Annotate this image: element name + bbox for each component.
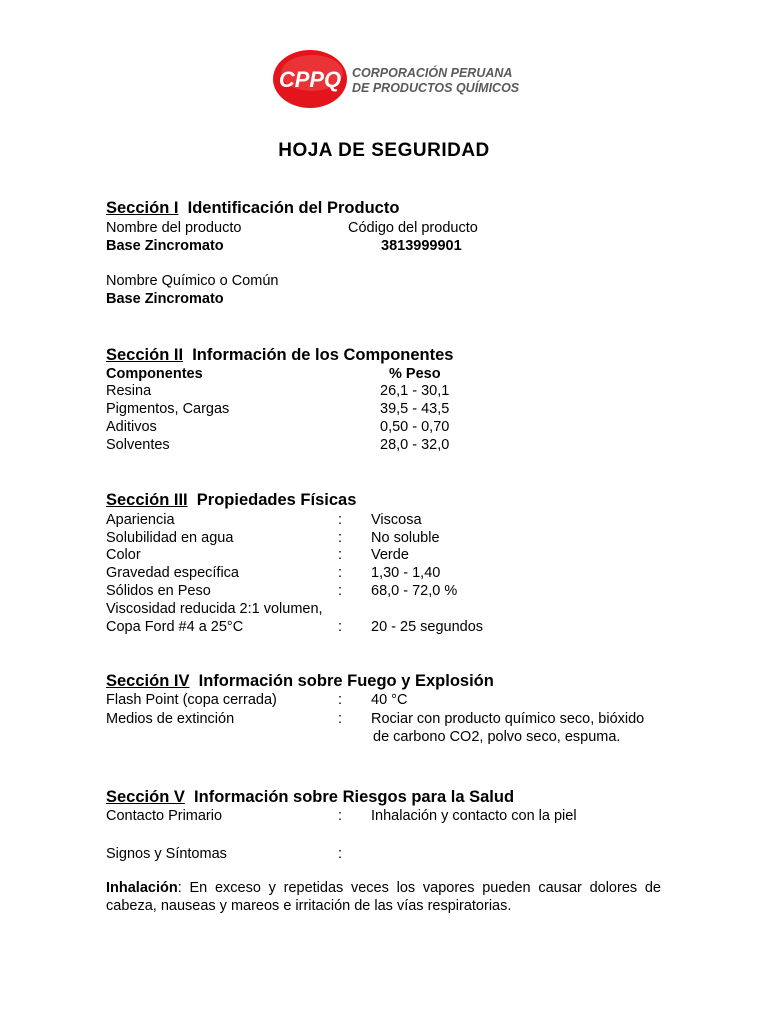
chemical-name-label: Nombre Químico o Común [106,273,279,289]
property-colon: : [338,530,343,546]
cppq-logo-emblem [272,48,350,110]
property-colon: : [338,619,343,635]
viscosity-label-line-1: Viscosidad reducida 2:1 volumen, [106,601,323,617]
property-colon: : [338,692,343,708]
section-4-title: Información sobre Fuego y Explosión [198,672,494,690]
component-weight: 28,0 - 32,0 [380,437,450,453]
section-3-heading [106,490,356,510]
property-label: Apariencia [106,512,175,528]
component-name: Pigmentos, Cargas [106,401,230,417]
property-value: Viscosa [371,512,422,528]
product-name-label: Nombre del producto [106,220,242,236]
inhalation-label: Inhalación [106,880,178,896]
flash-point-value: 40 °C [371,692,408,708]
primary-contact-label: Contacto Primario [106,808,223,824]
inhalation-text: : En exceso y repetidas veces los vapores pueden causar dolores de cabeza, nauseas y mareos e irritación de las vías respiratorias. [106,880,661,914]
section-4-number: Sección IV [106,672,190,690]
section-1-number: Sección I [106,199,179,217]
extinction-value-line-1: Rociar con producto químico seco, bióxido [371,711,645,727]
section-5-heading [106,787,514,807]
component-name: Aditivos [106,419,157,435]
viscosity-label-line-2: Copa Ford #4 a 25°C [106,619,244,635]
section-3-title: Propiedades Físicas [196,491,357,509]
product-code-value: 3813999901 [381,238,462,254]
signs-symptoms-label: Signos y Síntomas [106,846,227,862]
component-name: Resina [106,383,152,399]
product-name-value: Base Zincromato [106,238,224,254]
component-name: Solventes [106,437,170,453]
section-1-heading [106,198,399,218]
extinction-label: Medios de extinción [106,711,235,727]
property-value: Verde [371,547,409,563]
section-5-title: Información sobre Riesgos para la Salud [194,788,515,806]
property-value: No soluble [371,530,440,546]
document-title: HOJA DE SEGURIDAD [278,140,490,161]
property-label: Solubilidad en agua [106,530,234,546]
component-weight: 26,1 - 30,1 [380,383,450,399]
section-2-title: Información de los Componentes [192,346,454,364]
property-label: Gravedad específica [106,565,239,581]
property-colon: : [338,711,343,727]
property-value: 1,30 - 1,40 [371,565,441,581]
component-weight: 39,5 - 43,5 [380,401,450,417]
logo-line-2: DE PRODUCTOS QUÍMICOS [352,81,520,95]
section-3-number: Sección III [106,491,188,509]
company-logo [272,48,520,110]
property-colon: : [338,512,343,528]
section-4-heading [106,671,494,691]
property-colon: : [338,565,343,581]
flash-point-label: Flash Point (copa cerrada) [106,692,277,708]
section-5-number: Sección V [106,788,185,806]
property-value: 68,0 - 72,0 % [371,583,458,599]
weight-column-header: % Peso [389,366,441,382]
component-weight: 0,50 - 0,70 [380,419,450,435]
chemical-name-value: Base Zincromato [106,291,224,307]
components-column-header: Componentes [106,366,203,382]
primary-contact-value: Inhalación y contacto con la piel [371,808,577,824]
section-2-number: Sección II [106,346,184,364]
product-code-label: Código del producto [348,220,478,236]
viscosity-value: 20 - 25 segundos [371,619,484,635]
property-label: Color [106,547,141,563]
svg-text:CPPQ: CPPQ [278,67,342,92]
section-1-title: Identificación del Producto [187,199,400,217]
extinction-value-line-2: de carbono CO2, polvo seco, espuma. [373,729,621,745]
property-label: Sólidos en Peso [106,583,211,599]
inhalation-paragraph [106,879,661,915]
property-colon: : [338,808,343,824]
property-colon: : [338,846,343,862]
property-colon: : [338,583,343,599]
section-2-heading [106,345,453,365]
logo-line-1: CORPORACIÓN PERUANA [352,66,513,80]
property-colon: : [338,547,343,563]
